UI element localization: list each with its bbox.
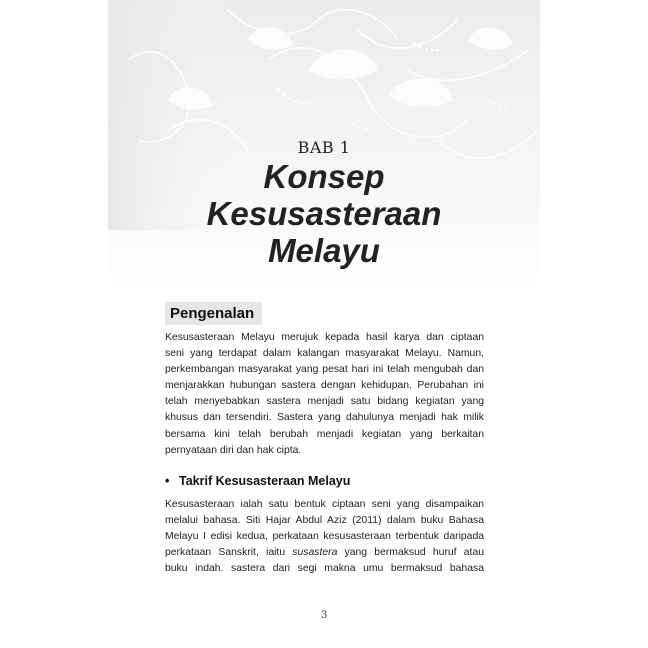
paragraph-line: buku indah. sastera dari segi makna umu bermaksud bahasa — [165, 563, 484, 575]
paragraph-line — [165, 545, 484, 561]
paragraph-line: perkembangan masyarakat yang pesat hari ini telah mengubah dan — [165, 364, 484, 376]
paragraph-line: menjarakkan hubungan sastera dengan kehidupan. Perubahan ini — [165, 380, 484, 392]
section-heading: Pengenalan — [165, 302, 262, 325]
chapter-title-line: Kesusasteraan — [206, 195, 442, 232]
paragraph-line: seni yang terdapat dalam kalangan masyarakat Melayu. Namun, — [165, 348, 484, 360]
subsection-heading-text: Takrif Kesusasteraan Melayu — [179, 474, 351, 488]
paragraph-line: pernyataan diri dan hak cipta. — [165, 444, 302, 456]
paragraph-line: Melayu I edisi kedua, perkataan kesusasteraan terbentuk daripada — [165, 531, 484, 543]
subsection-heading — [165, 474, 350, 488]
paragraph-line: melalui bahasa. Siti Hajar Abdul Aziz (2011) dalam buku Bahasa — [165, 515, 484, 527]
chapter-title-line: Konsep — [263, 158, 385, 195]
page-number: 3 — [320, 610, 328, 621]
paragraph-line: khusus dan tersendiri. Sastera yang dahulunya menjadi hak milik — [165, 412, 484, 424]
paragraph-line: telah menyebabkan sastera menjadi satu bidang kegiatan yang — [165, 396, 484, 408]
italic-term: susastera — [292, 547, 338, 559]
intro-paragraph — [165, 330, 484, 459]
paragraph-line: Kesusasteraan Melayu merujuk kepada hasil karya dan ciptaan — [165, 332, 484, 343]
line-text: perkataan Sanskrit, iaitu — [165, 547, 293, 559]
paragraph-line: bersama kini telah berubah menjadi kegiatan yang berkaitan — [165, 428, 484, 440]
chapter-label: BAB 1 — [297, 138, 351, 157]
chapter-title-line: Melayu — [268, 232, 380, 269]
chapter-title — [108, 158, 540, 269]
definition-paragraph — [165, 497, 484, 577]
bullet-icon: • — [165, 474, 170, 488]
book-page — [108, 0, 540, 648]
paragraph-line: Kesusasteraan ialah satu bentuk ciptaan seni yang disampaikan — [165, 499, 484, 510]
line-text: yang bermaksud huruf atau — [337, 547, 484, 559]
